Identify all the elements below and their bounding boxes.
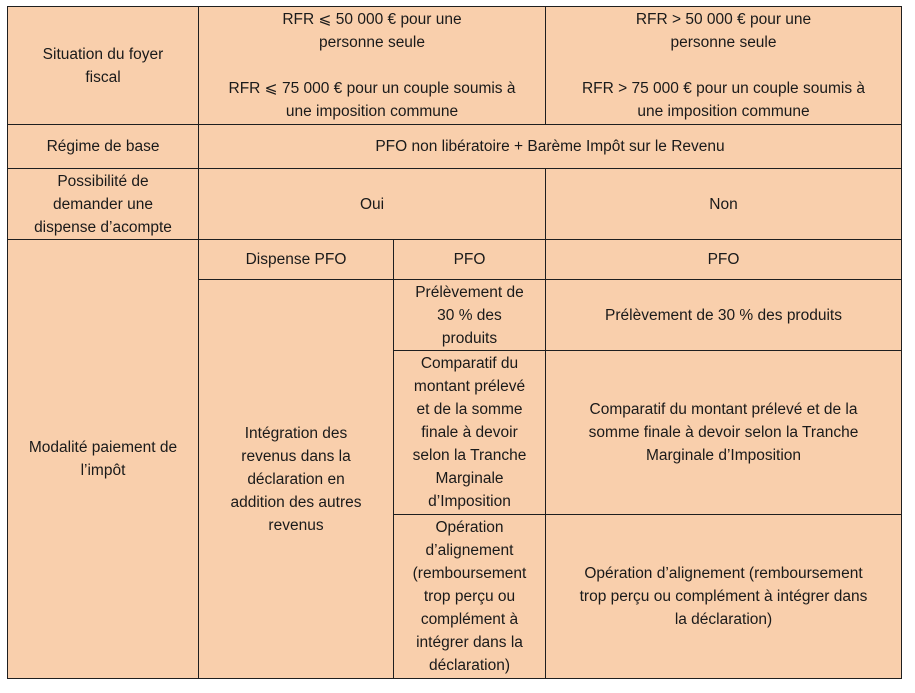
label-regime: Régime de base: [8, 125, 199, 169]
situation-below-threshold: RFR ⩽ 50 000 € pour une personne seule RFR ⩽ 75 000 € pour un couple soumis à une imposition commune: [199, 7, 546, 125]
prelevement-narrow: Prélèvement de 30 % des produits: [394, 280, 546, 351]
tax-comparison-table: [7, 6, 902, 679]
prelevement-wide: Prélèvement de 30 % des produits: [546, 280, 902, 351]
regime-value: PFO non libératoire + Barème Impôt sur le Revenu: [199, 125, 902, 169]
header-dispense-pfo: Dispense PFO: [199, 240, 394, 280]
situation-above-threshold: RFR > 50 000 € pour une personne seule RFR > 75 000 € pour un couple soumis à une imposition commune: [546, 7, 902, 125]
dispense-oui: Oui: [199, 169, 546, 240]
row-regime: [8, 125, 902, 169]
header-pfo-narrow: PFO: [394, 240, 546, 280]
dispense-non: Non: [546, 169, 902, 240]
label-modalite: Modalité paiement de l’impôt: [8, 240, 199, 679]
comparatif-wide: Comparatif du montant prélevé et de la somme finale à devoir selon la Tranche Marginale d’Imposition: [546, 351, 902, 515]
alignement-narrow: Opération d’alignement (remboursement trop perçu ou complément à intégrer dans la déclaration): [394, 515, 546, 679]
comparatif-narrow: Comparatif du montant prélevé et de la somme finale à devoir selon la Tranche Marginale d’Imposition: [394, 351, 546, 515]
row-dispense: [8, 169, 902, 240]
integration-revenus: Intégration des revenus dans la déclaration en addition des autres revenus: [199, 280, 394, 679]
label-situation: Situation du foyer fiscal: [8, 7, 199, 125]
header-pfo-wide: PFO: [546, 240, 902, 280]
row-situation: [8, 7, 902, 125]
row-modalite-headers: [8, 240, 902, 280]
alignement-wide: Opération d’alignement (remboursement trop perçu ou complément à intégrer dans la déclaration): [546, 515, 902, 679]
label-dispense: Possibilité de demander une dispense d’acompte: [8, 169, 199, 240]
